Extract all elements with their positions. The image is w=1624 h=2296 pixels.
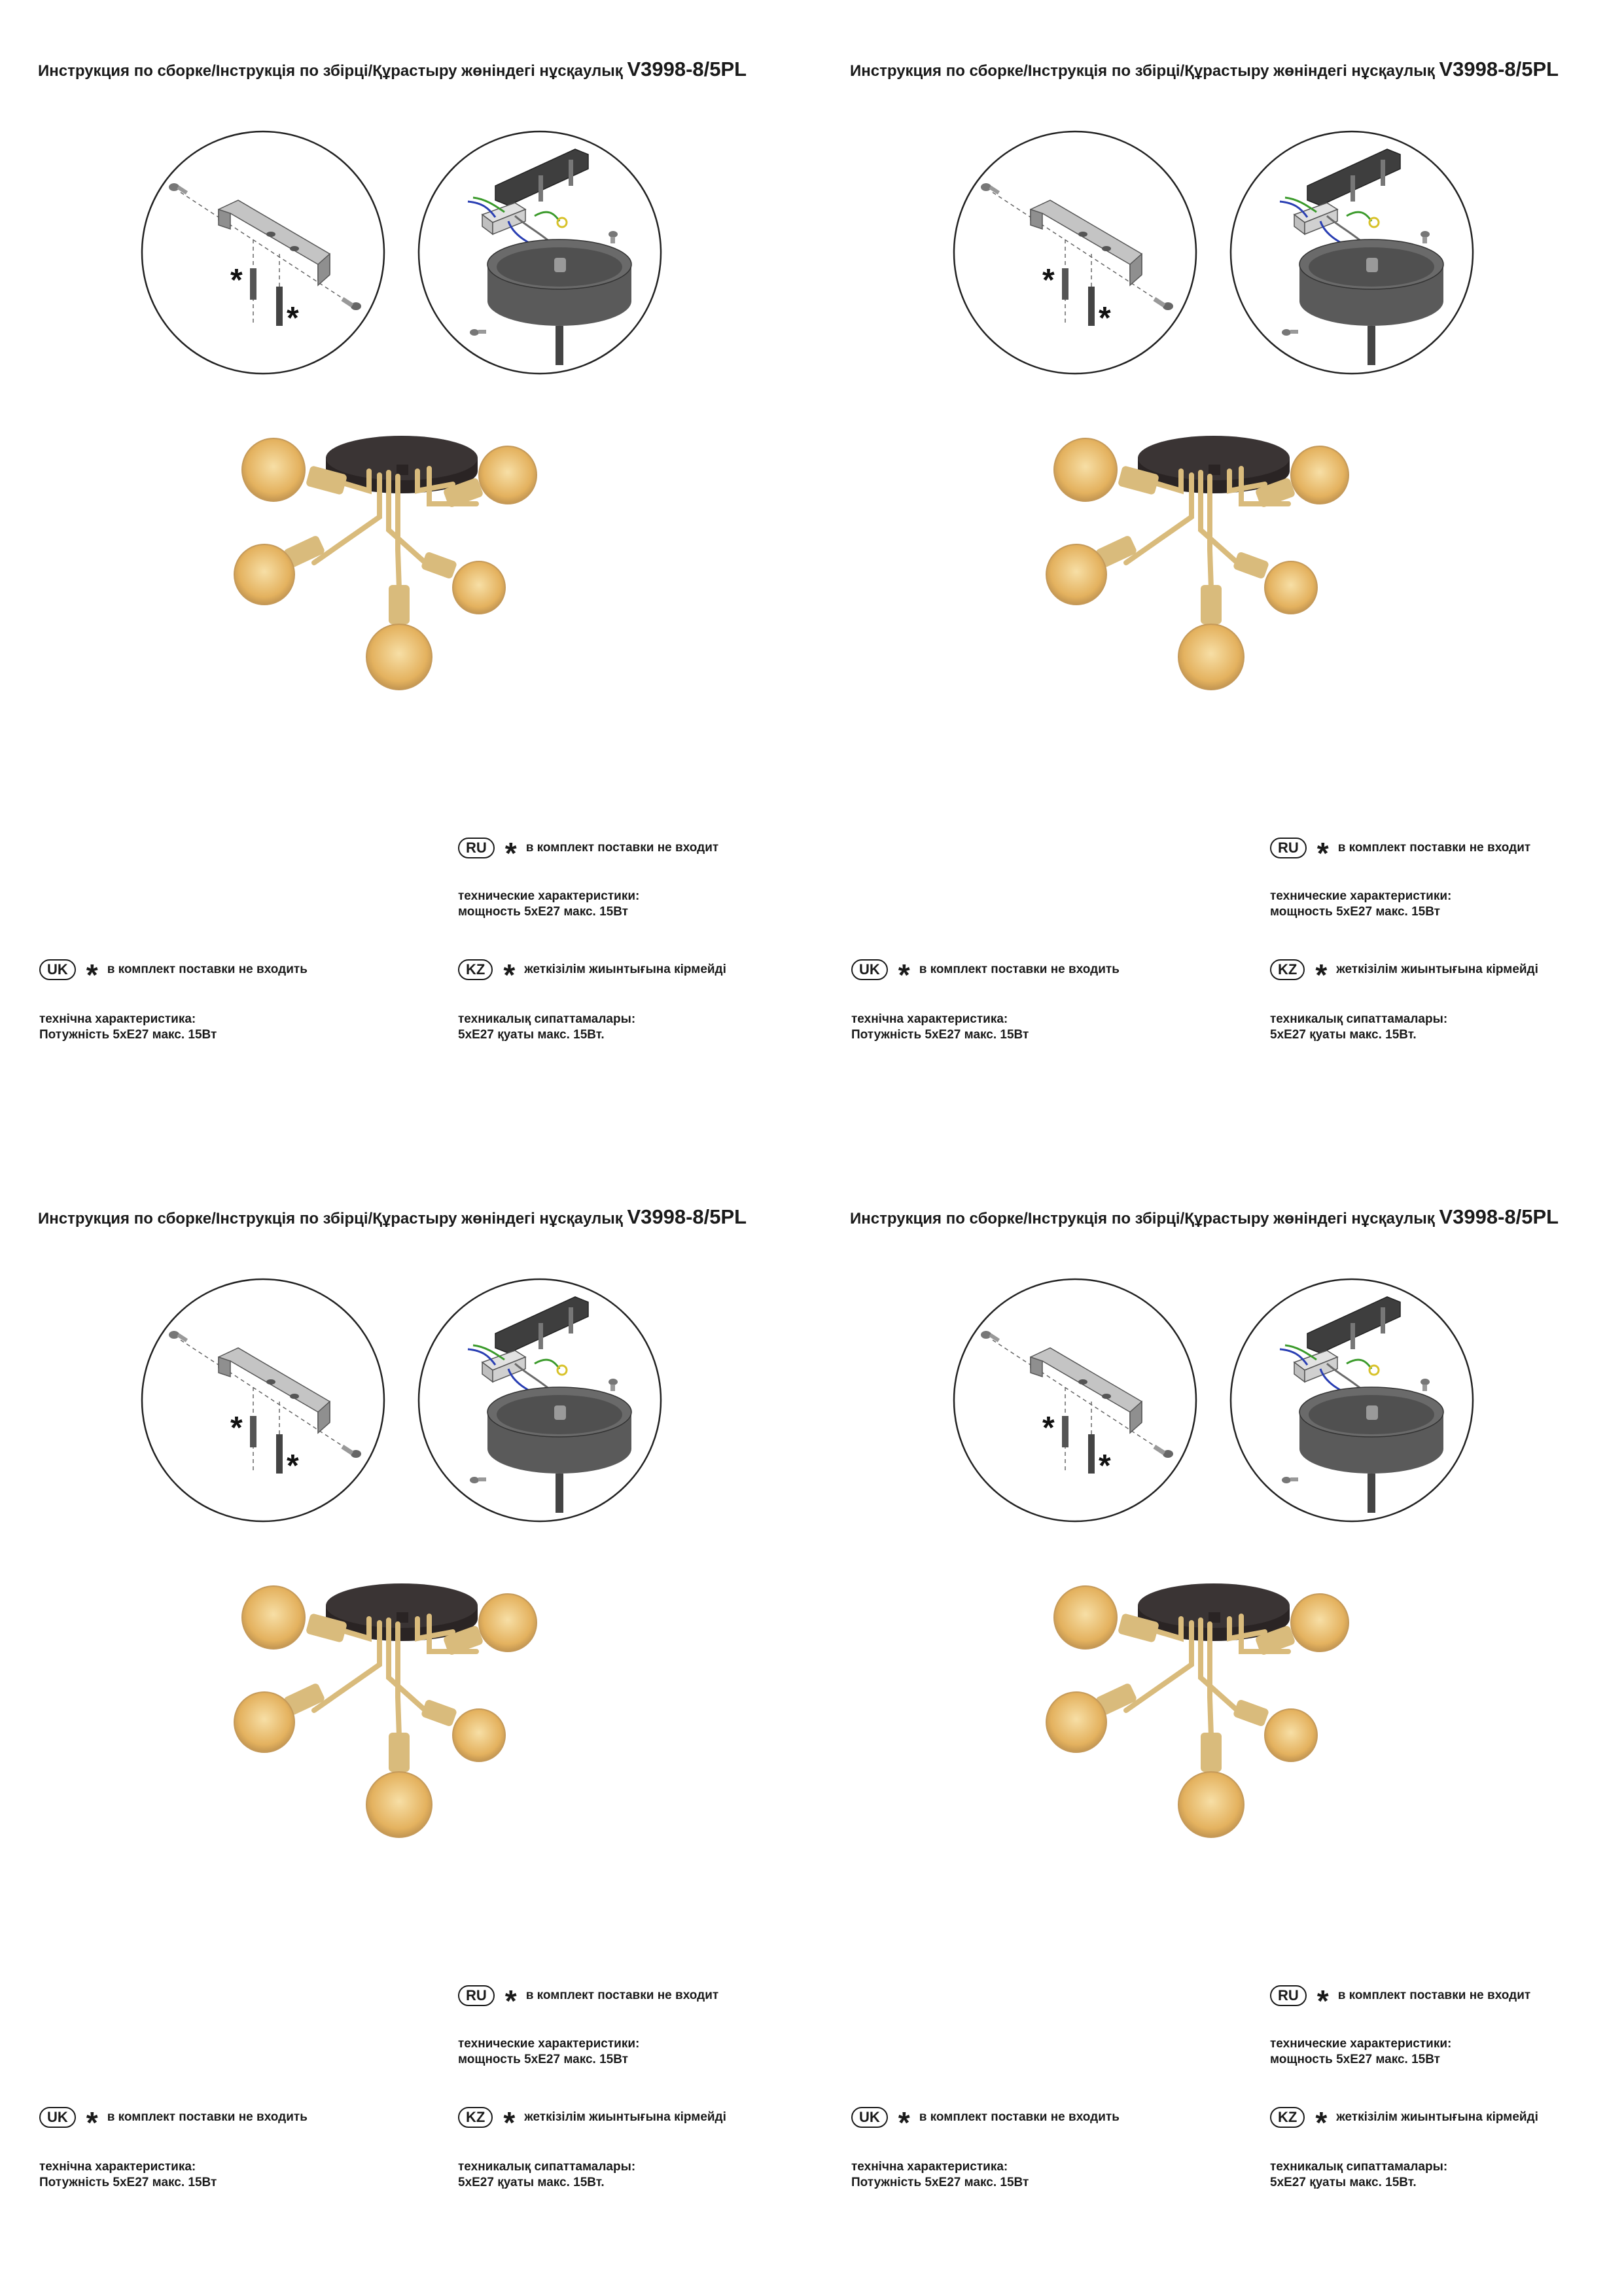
figure-circle [142, 1279, 384, 1521]
spec-title: техникалық сипаттамалары: [458, 2160, 636, 2174]
lang-badge-kz: KZ [1270, 2107, 1305, 2128]
asterisk-icon: * [86, 2106, 98, 2140]
not-included-text: в комплект поставки не входит [1337, 841, 1531, 855]
spec-value: мощность 5хE27 макс. 15Вт [1270, 905, 1440, 919]
figure-star: * [1099, 301, 1111, 336]
spec-value: мощность 5хE27 макс. 15Вт [458, 2053, 628, 2066]
not-included-text: в комплект поставки не входить [107, 2110, 308, 2124]
figure-circle [142, 132, 384, 374]
lang-badge-ru: RU [458, 1985, 495, 2006]
lang-badge-uk: UK [39, 2107, 76, 2128]
note-uk [851, 2106, 1120, 2140]
spec-title: технические характеристики: [458, 889, 640, 903]
page-title [850, 1205, 1559, 1229]
note-uk [39, 958, 308, 992]
spec-title: техникалық сипаттамалары: [1270, 1012, 1448, 1026]
wall-screw-icon [1088, 1434, 1095, 1474]
model-number: V3998-8/5PL [1439, 58, 1559, 80]
bulb-icon [1046, 1682, 1138, 1752]
spec-title: технічна характеристика: [39, 1012, 196, 1026]
note-ru [1270, 836, 1531, 870]
not-included-text: в комплект поставки не входить [107, 963, 308, 976]
wiring-figure [417, 130, 663, 376]
specs-ru [1270, 2036, 1451, 2068]
assembled-lamp-figure [1034, 1580, 1362, 1867]
wall-plug-icon [1062, 1416, 1068, 1447]
lang-badge-uk: UK [851, 2107, 888, 2128]
not-included-text: в комплект поставки не входить [919, 963, 1120, 976]
specs-kz [458, 2159, 635, 2191]
spec-value: мощность 5хE27 макс. 15Вт [1270, 2053, 1440, 2066]
asterisk-icon: * [503, 2106, 516, 2140]
bulb-icon [234, 535, 326, 605]
note-uk [39, 2106, 308, 2140]
spec-value: мощность 5хE27 макс. 15Вт [458, 905, 628, 919]
spec-title: техникалық сипаттамалары: [458, 1012, 636, 1026]
not-included-text: жеткізілім жиынтығына кірмейді [1336, 963, 1538, 976]
bulb-icon [1233, 1699, 1317, 1761]
bulb-icon [1178, 1733, 1244, 1837]
specs-uk [851, 1012, 1029, 1043]
spec-value: 5хE27 қуаты макс. 15Вт. [1270, 2176, 1417, 2189]
note-uk [851, 958, 1120, 992]
title-text: Инструкция по сборке/Інструкція по збірці/Құрастыру жөніндегі нұсқаулық [38, 62, 623, 80]
asterisk-icon: * [504, 1984, 517, 2018]
spec-title: техникалық сипаттамалары: [1270, 2160, 1448, 2174]
spec-title: технічна характеристика: [851, 2160, 1008, 2174]
note-kz [458, 2106, 726, 2140]
wall-screw-icon [276, 287, 283, 326]
bulb-icon [234, 1682, 326, 1752]
asterisk-icon: * [898, 2106, 910, 2140]
bulb-icon [1178, 585, 1244, 690]
wall-plug-icon [250, 268, 256, 300]
lang-badge-kz: KZ [458, 2107, 493, 2128]
instruction-panel [0, 0, 812, 1148]
not-included-text: жеткізілім жиынтығына кірмейді [524, 963, 726, 976]
not-included-text: жеткізілім жиынтығына кірмейді [1336, 2110, 1538, 2124]
spec-value: Потужність 5хE27 макс. 15Вт [39, 1028, 217, 1042]
lang-badge-kz: KZ [458, 959, 493, 980]
spec-value: Потужність 5хE27 макс. 15Вт [851, 1028, 1029, 1042]
bulb-icon [421, 1699, 505, 1761]
wiring-figure [417, 1277, 663, 1523]
instruction-panel [812, 0, 1624, 1148]
model-number: V3998-8/5PL [627, 58, 747, 80]
spec-value: Потужність 5хE27 макс. 15Вт [851, 2176, 1029, 2189]
figure-star: * [1042, 1411, 1055, 1445]
specs-kz [458, 1012, 635, 1043]
lang-badge-ru: RU [1270, 838, 1307, 858]
title-text: Инструкция по сборке/Інструкція по збірці/Құрастыру жөніндегі нұсқаулық [38, 1210, 623, 1227]
spec-value: 5хE27 қуаты макс. 15Вт. [458, 2176, 605, 2189]
specs-uk [851, 2159, 1029, 2191]
not-included-text: в комплект поставки не входить [919, 2110, 1120, 2124]
figure-circle [954, 1279, 1196, 1521]
wall-plug-icon [250, 1416, 256, 1447]
page-title [38, 1205, 747, 1229]
bulb-icon [366, 1733, 432, 1837]
not-included-text: в комплект поставки не входит [525, 841, 719, 855]
note-kz [1270, 958, 1538, 992]
wiring-figure [1229, 1277, 1475, 1523]
model-number: V3998-8/5PL [1439, 1205, 1559, 1228]
not-included-text: жеткізілім жиынтығына кірмейді [524, 2110, 726, 2124]
spec-title: технічна характеристика: [851, 1012, 1008, 1026]
note-ru [458, 836, 719, 870]
page-title [850, 58, 1559, 81]
assembled-lamp-figure [222, 432, 550, 720]
wall-screw-icon [276, 1434, 283, 1474]
spec-value: 5хE27 қуаты макс. 15Вт. [1270, 1028, 1417, 1042]
spec-title: технические характеристики: [1270, 2037, 1452, 2051]
bracket-mount-figure [952, 130, 1198, 376]
instruction-panel [0, 1148, 812, 2295]
note-kz [1270, 2106, 1538, 2140]
title-text: Инструкция по сборке/Інструкція по збірці/Құрастыру жөніндегі нұсқаулық [850, 62, 1435, 80]
spec-value: 5хE27 қуаты макс. 15Вт. [458, 1028, 605, 1042]
lang-badge-ru: RU [1270, 1985, 1307, 2006]
asterisk-icon: * [504, 836, 517, 870]
note-ru [458, 1984, 719, 2018]
asterisk-icon: * [86, 958, 98, 992]
wall-plug-icon [1062, 268, 1068, 300]
asterisk-icon: * [1316, 836, 1329, 870]
wall-screw-icon [1088, 287, 1095, 326]
spec-value: Потужність 5хE27 макс. 15Вт [39, 2176, 217, 2189]
figure-star: * [287, 301, 299, 336]
lang-badge-uk: UK [851, 959, 888, 980]
bracket-mount-figure [140, 130, 386, 376]
asterisk-icon: * [1315, 958, 1328, 992]
spec-title: технические характеристики: [458, 2037, 640, 2051]
bulb-icon [1046, 535, 1138, 605]
specs-uk [39, 1012, 217, 1043]
spec-title: технические характеристики: [1270, 889, 1452, 903]
note-ru [1270, 1984, 1531, 2018]
assembled-lamp-figure [222, 1580, 550, 1867]
lang-badge-ru: RU [458, 838, 495, 858]
bulb-icon [421, 551, 505, 614]
specs-uk [39, 2159, 217, 2191]
specs-ru [1270, 889, 1451, 920]
figure-circle [954, 132, 1196, 374]
bulb-icon [366, 585, 432, 690]
lang-badge-kz: KZ [1270, 959, 1305, 980]
note-kz [458, 958, 726, 992]
figure-star: * [230, 263, 243, 298]
asterisk-icon: * [1315, 2106, 1328, 2140]
not-included-text: в комплект поставки не входит [1337, 1988, 1531, 2002]
figure-star: * [230, 1411, 243, 1445]
assembled-lamp-figure [1034, 432, 1362, 720]
wiring-figure [1229, 130, 1475, 376]
instruction-panel [812, 1148, 1624, 2295]
figure-star: * [1099, 1449, 1111, 1483]
specs-ru [458, 2036, 639, 2068]
figure-star: * [1042, 263, 1055, 298]
bracket-mount-figure [952, 1277, 1198, 1523]
title-text: Инструкция по сборке/Інструкція по збірці/Құрастыру жөніндегі нұсқаулық [850, 1210, 1435, 1227]
asterisk-icon: * [503, 958, 516, 992]
asterisk-icon: * [1316, 1984, 1329, 2018]
lang-badge-uk: UK [39, 959, 76, 980]
specs-kz [1270, 2159, 1447, 2191]
not-included-text: в комплект поставки не входит [525, 1988, 719, 2002]
specs-kz [1270, 1012, 1447, 1043]
specs-ru [458, 889, 639, 920]
spec-title: технічна характеристика: [39, 2160, 196, 2174]
asterisk-icon: * [898, 958, 910, 992]
page-title [38, 58, 747, 81]
bulb-icon [1233, 551, 1317, 614]
model-number: V3998-8/5PL [627, 1205, 747, 1228]
bracket-mount-figure [140, 1277, 386, 1523]
figure-star: * [287, 1449, 299, 1483]
